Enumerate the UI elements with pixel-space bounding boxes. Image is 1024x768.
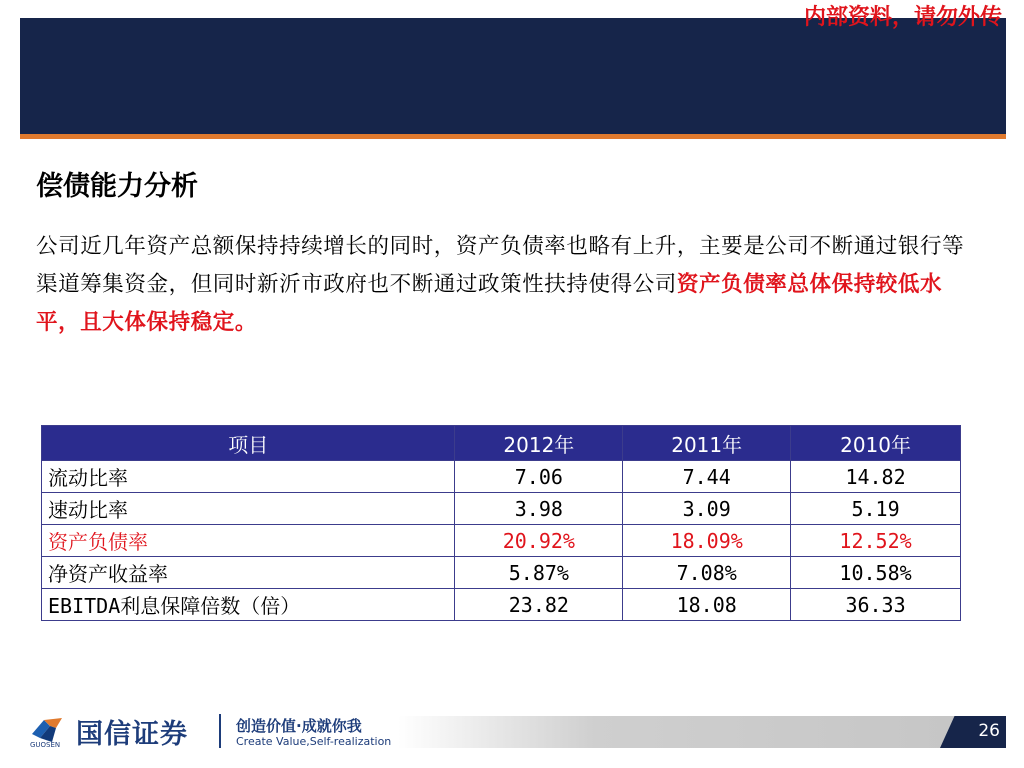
table-row (42, 461, 961, 493)
row-label: 速动比率 (42, 493, 455, 525)
header-2010: 2010年 (791, 426, 961, 461)
body-paragraph (36, 228, 981, 342)
cell-value: 3.09 (623, 493, 791, 525)
cell-value: 10.58% (791, 557, 961, 589)
table-row-highlighted (42, 525, 961, 557)
cell-value: 5.87% (455, 557, 623, 589)
cell-value: 20.92% (455, 525, 623, 557)
row-label: 净资产收益率 (42, 557, 455, 589)
slide-title: 偿债能力分析 (36, 171, 198, 202)
financial-ratios-table (41, 425, 961, 621)
row-label: 流动比率 (42, 461, 455, 493)
cell-value: 36.33 (791, 589, 961, 621)
footer-brand: 国信证券 (76, 719, 188, 750)
cell-value: 23.82 (455, 589, 623, 621)
cell-value: 5.19 (791, 493, 961, 525)
cell-value: 7.44 (623, 461, 791, 493)
table-row (42, 557, 961, 589)
cell-value: 12.52% (791, 525, 961, 557)
cell-value: 3.98 (455, 493, 623, 525)
footer-divider (219, 714, 221, 748)
page-number: 26 (978, 721, 1000, 741)
table-row (42, 589, 961, 621)
cell-value: 18.08 (623, 589, 791, 621)
footer-brand-en: GUOSEN (30, 741, 61, 749)
row-label: 资产负债率 (42, 525, 455, 557)
confidential-notice: 内部资料，请勿外传 (803, 5, 1002, 30)
cell-value: 14.82 (791, 461, 961, 493)
header-item: 项目 (42, 426, 455, 461)
guosen-logo-icon (30, 716, 70, 744)
footer-slogan-en: Create Value,Self-realization (236, 735, 392, 748)
table-row (42, 493, 961, 525)
paragraph-text: 公司近几年资产总额保持持续增长的同时，资产负债率也略有上升，主要是公司不断通过银行等渠道筹集资金，但同时新沂市政府也不断通过政策性扶持使得公司 (36, 234, 965, 297)
cell-value: 7.06 (455, 461, 623, 493)
footer-slogan-cn: 创造价值·成就你我 (236, 717, 362, 735)
header-accent-stripe (20, 134, 1006, 139)
header-2012: 2012年 (455, 426, 623, 461)
row-label: EBITDA利息保障倍数（倍） (42, 589, 455, 621)
header-2011: 2011年 (623, 426, 791, 461)
footer-bar (398, 716, 958, 748)
cell-value: 7.08% (623, 557, 791, 589)
header-band (20, 18, 1006, 134)
cell-value: 18.09% (623, 525, 791, 557)
paragraph-highlight: 资产负债率总体保持较低水平，且大体保持稳定。 (36, 272, 943, 335)
table-header-row (42, 426, 961, 461)
